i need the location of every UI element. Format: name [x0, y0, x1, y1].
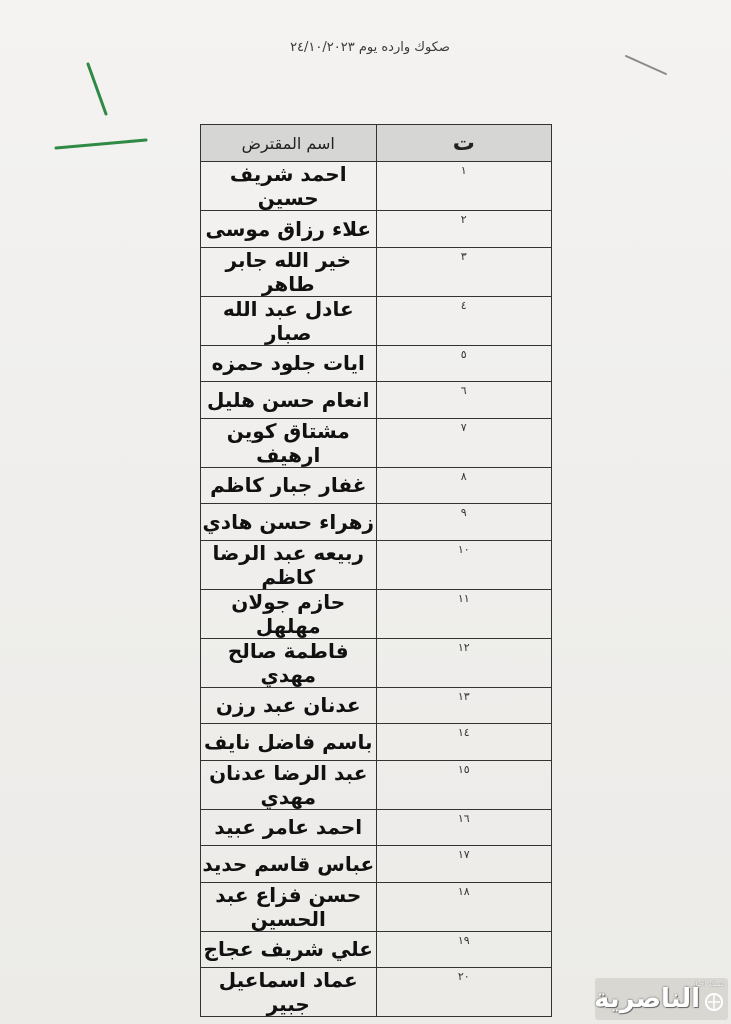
borrower-name: عادل عبد الله صبار: [201, 296, 377, 345]
borrower-name: احمد عامر عبيد: [201, 809, 377, 846]
row-number: ١٩: [376, 931, 552, 968]
borrower-name: باسم فاضل نايف: [201, 724, 377, 761]
table-row: [201, 724, 552, 761]
table-row: [201, 247, 552, 296]
row-number: ٥: [376, 345, 552, 382]
row-number: ١١: [376, 589, 552, 638]
table-row: [201, 504, 552, 541]
borrower-name: زهراء حسن هادي: [201, 504, 377, 541]
handwritten-mark: [50, 60, 160, 160]
row-number: ١٧: [376, 846, 552, 883]
row-number: ٢٠: [376, 968, 552, 1017]
borrower-name: عدنان عبد رزن: [201, 687, 377, 724]
row-number: ٢: [376, 211, 552, 248]
table-row: [201, 968, 552, 1017]
row-number: ٦: [376, 382, 552, 419]
table-row: [201, 296, 552, 345]
pencil-stroke: [622, 50, 672, 80]
name-column-header: اسم المقترض: [201, 125, 377, 162]
table-row: [201, 382, 552, 419]
table-row: [201, 931, 552, 968]
borrower-table: [200, 124, 552, 1017]
borrower-name: علي شريف عجاج: [201, 931, 377, 968]
borrower-name: عماد اسماعيل جبير: [201, 968, 377, 1017]
table-row: [201, 162, 552, 211]
watermark-logo: [595, 978, 728, 1020]
row-number: ٨: [376, 467, 552, 504]
table-row: [201, 882, 552, 931]
row-number: ١٢: [376, 638, 552, 687]
row-number: ١٣: [376, 687, 552, 724]
borrower-name: ايات جلود حمزه: [201, 345, 377, 382]
table-row: [201, 638, 552, 687]
document-header: صكوك وارده يوم ٢٤/١٠/٢٠٢٣: [290, 40, 450, 55]
emblem-icon: [704, 990, 724, 1012]
table-row: [201, 540, 552, 589]
table-row: [201, 211, 552, 248]
borrower-name: حازم جولان مهلهل: [201, 589, 377, 638]
table-row: [201, 467, 552, 504]
row-number: ١٦: [376, 809, 552, 846]
watermark-text: الناصرية: [594, 984, 700, 1014]
row-number: ٧: [376, 418, 552, 467]
borrower-name: انعام حسن هليل: [201, 382, 377, 419]
watermark-small-text: شبكة اخبار: [692, 980, 724, 988]
table-row: [201, 687, 552, 724]
borrower-name: غفار جبار كاظم: [201, 467, 377, 504]
table-row: [201, 809, 552, 846]
borrower-name: ربيعه عبد الرضا كاظم: [201, 540, 377, 589]
borrower-name: عبد الرضا عدنان مهدي: [201, 760, 377, 809]
borrower-name: خير الله جابر طاهر: [201, 247, 377, 296]
row-number: ١٨: [376, 882, 552, 931]
borrower-name: احمد شريف حسين: [201, 162, 377, 211]
table-row: [201, 760, 552, 809]
row-number: ١٠: [376, 540, 552, 589]
table-row: [201, 418, 552, 467]
row-number: ١: [376, 162, 552, 211]
borrower-name: فاطمة صالح مهدي: [201, 638, 377, 687]
table-row: [201, 345, 552, 382]
table-row: [201, 589, 552, 638]
number-column-header: ت: [376, 125, 552, 162]
row-number: ١٥: [376, 760, 552, 809]
borrower-name: عباس قاسم حديد: [201, 846, 377, 883]
row-number: ٤: [376, 296, 552, 345]
table-header-row: [201, 125, 552, 162]
table-row: [201, 846, 552, 883]
row-number: ١٤: [376, 724, 552, 761]
borrower-name: حسن فزاع عبد الحسين: [201, 882, 377, 931]
borrower-name: علاء رزاق موسى: [201, 211, 377, 248]
row-number: ٣: [376, 247, 552, 296]
table-body: [201, 162, 552, 1017]
borrower-name: مشتاق كوين ارهيف: [201, 418, 377, 467]
row-number: ٩: [376, 504, 552, 541]
